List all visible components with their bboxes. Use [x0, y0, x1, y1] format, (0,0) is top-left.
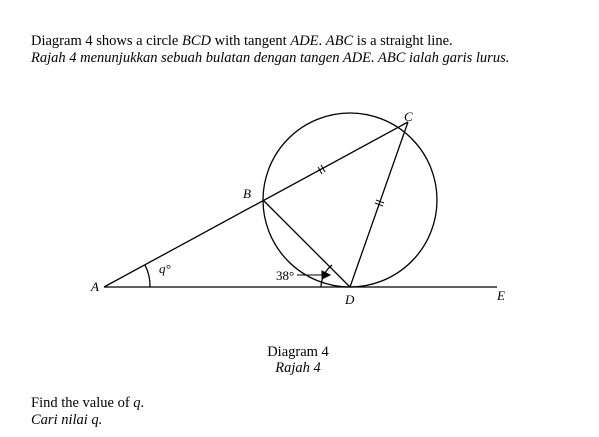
- intro-text: is a straight line.: [353, 33, 453, 49]
- intro-text: with tangent: [211, 33, 291, 49]
- label-b: B: [243, 186, 251, 201]
- line-name: ABC: [325, 33, 354, 49]
- label-e: E: [497, 288, 505, 303]
- intro-text: Diagram 4 shows a circle: [31, 33, 182, 49]
- circle-bcd: [263, 113, 437, 287]
- label-angle-38: 38°: [276, 268, 295, 283]
- label-d: D: [345, 292, 355, 307]
- diagram-caption-malay: Rajah 4: [275, 360, 321, 376]
- label-angle-q: q°: [159, 261, 171, 276]
- question-english: [31, 395, 144, 412]
- label-c: C: [404, 109, 413, 124]
- question-text: .: [140, 395, 145, 411]
- intro-text: .: [318, 33, 326, 49]
- diagram-caption-english: Diagram 4: [267, 344, 329, 360]
- straight-line-abc: [104, 122, 408, 287]
- tangent-name: ADE: [290, 33, 319, 49]
- circle-name: BCD: [182, 33, 211, 49]
- question-text: Find the value of: [31, 395, 134, 411]
- intro-malay: Rajah 4 menunjukkan sebuah bulatan dengan tangen ADE. ABC ialah garis lurus.: [31, 50, 510, 66]
- question-variable: q: [133, 395, 141, 411]
- label-a: A: [91, 279, 99, 294]
- question-malay: Cari nilai q.: [31, 412, 103, 428]
- angle-q-arc: [145, 265, 150, 287]
